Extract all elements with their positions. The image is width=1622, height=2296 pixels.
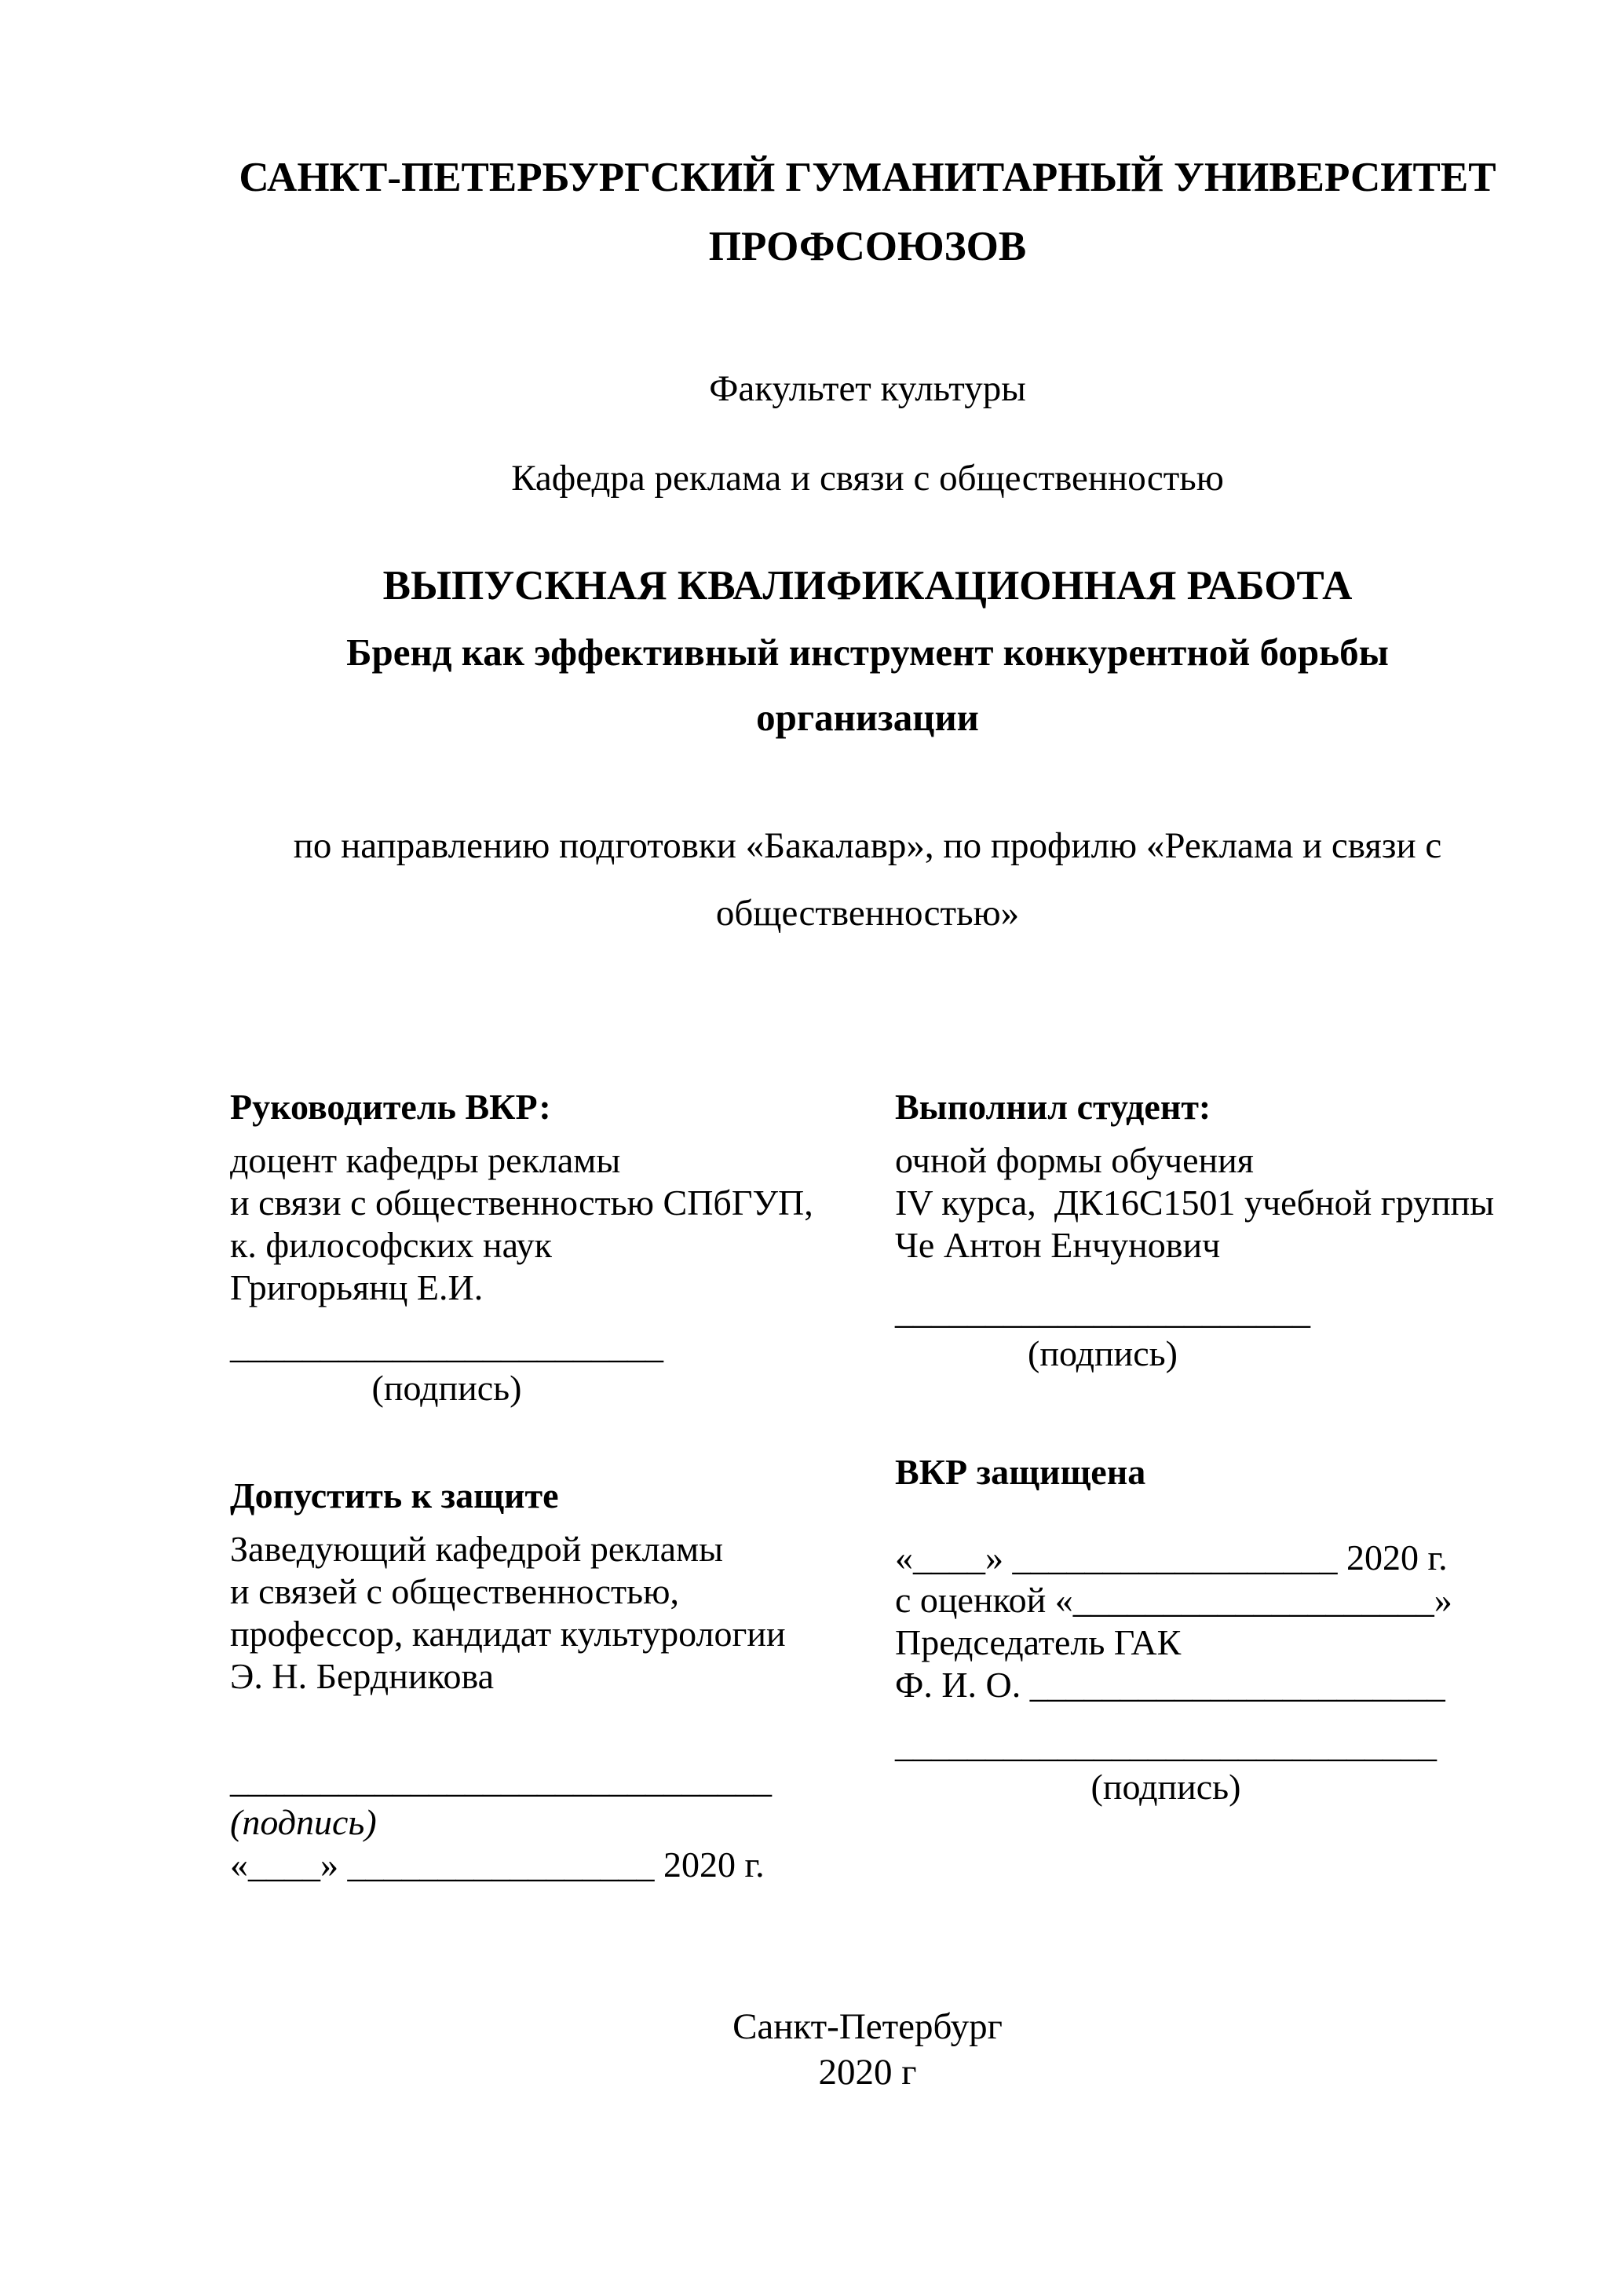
admission-date-line: «____» _________________ 2020 г.	[230, 1844, 765, 1885]
defense-signature-caption: (подпись)	[1090, 1767, 1241, 1807]
defense-fio-line: Ф. И. О. _______________________	[895, 1665, 1445, 1705]
supervisor-signature-group	[230, 1325, 663, 1409]
defense-heading: ВКР защищена	[895, 1452, 1146, 1492]
faculty-line: Факультет культуры	[709, 368, 1026, 409]
defense-block	[895, 1451, 1578, 1808]
admission-position-line2: и связей с общественностью,	[230, 1571, 679, 1611]
student-name: Че Антон Енчунович	[895, 1225, 1221, 1265]
supervisor-position-line1: доцент кафедры рекламы	[230, 1140, 621, 1180]
student-block	[895, 1086, 1562, 1375]
footer-year: 2020 г	[818, 2052, 917, 2093]
defense-chairman-line: Председатель ГАК	[895, 1622, 1182, 1662]
supervisor-degree-line: к. философских наук	[230, 1225, 553, 1265]
defense-date-line: «____» __________________ 2020 г.	[895, 1537, 1448, 1578]
supervisor-signature-caption: (подпись)	[371, 1368, 522, 1408]
defense-grade-line: с оценкой «____________________»	[895, 1580, 1452, 1620]
student-study-form-line: очной формы обучения	[895, 1140, 1254, 1180]
student-heading: Выполнил студент:	[895, 1087, 1211, 1127]
thesis-title-line1: Бренд как эффективный инструмент конкурентной борьбы	[346, 631, 1389, 674]
work-type-title: ВЫПУСКНАЯ КВАЛИФИКАЦИОННАЯ РАБОТА	[382, 563, 1353, 609]
student-course-group-line: IV курса, ДК16С1501 учебной группы	[895, 1183, 1495, 1223]
footer-city: Санкт-Петербург	[732, 2006, 1003, 2047]
student-signature-line: _______________________	[895, 1291, 1310, 1331]
supervisor-position-line2: и связи с общественностью СПбГУП,	[230, 1183, 813, 1223]
supervisor-signature-line: ________________________	[230, 1325, 663, 1366]
defense-signature-line: ______________________________	[895, 1724, 1437, 1764]
admission-position-line1: Заведующий кафедрой рекламы	[230, 1529, 724, 1569]
admission-signature-line: ______________________________	[230, 1760, 772, 1800]
admission-signature-caption: (подпись)	[230, 1802, 377, 1842]
university-name-line1: САНКТ-ПЕТЕРБУРГСКИЙ ГУМАНИТАРНЫЙ УНИВЕРСИТЕТ	[239, 155, 1496, 200]
department-line: Кафедра реклама и связи с общественностью	[511, 458, 1224, 499]
supervisor-block	[230, 1086, 882, 1409]
direction-line1: по направлению подготовки «Бакалавр», по профилю «Реклама и связи с	[293, 825, 1442, 866]
direction-line2: общественностью»	[715, 893, 1020, 934]
defense-signature-group	[895, 1724, 1437, 1808]
student-signature-group	[895, 1290, 1310, 1375]
admission-position-line3: профессор, кандидат культурологии	[230, 1614, 786, 1654]
university-name-line2: ПРОФСОЮЗОВ	[708, 224, 1027, 269]
admission-block	[230, 1475, 882, 1886]
student-signature-caption: (подпись)	[1028, 1333, 1178, 1373]
supervisor-heading: Руководитель ВКР:	[230, 1087, 551, 1127]
admission-head-name: Э. Н. Бердникова	[230, 1656, 494, 1696]
admission-heading: Допустить к защите	[230, 1475, 559, 1515]
thesis-title-line2: организации	[756, 696, 979, 739]
supervisor-name: Григорьянц Е.И.	[230, 1267, 484, 1307]
